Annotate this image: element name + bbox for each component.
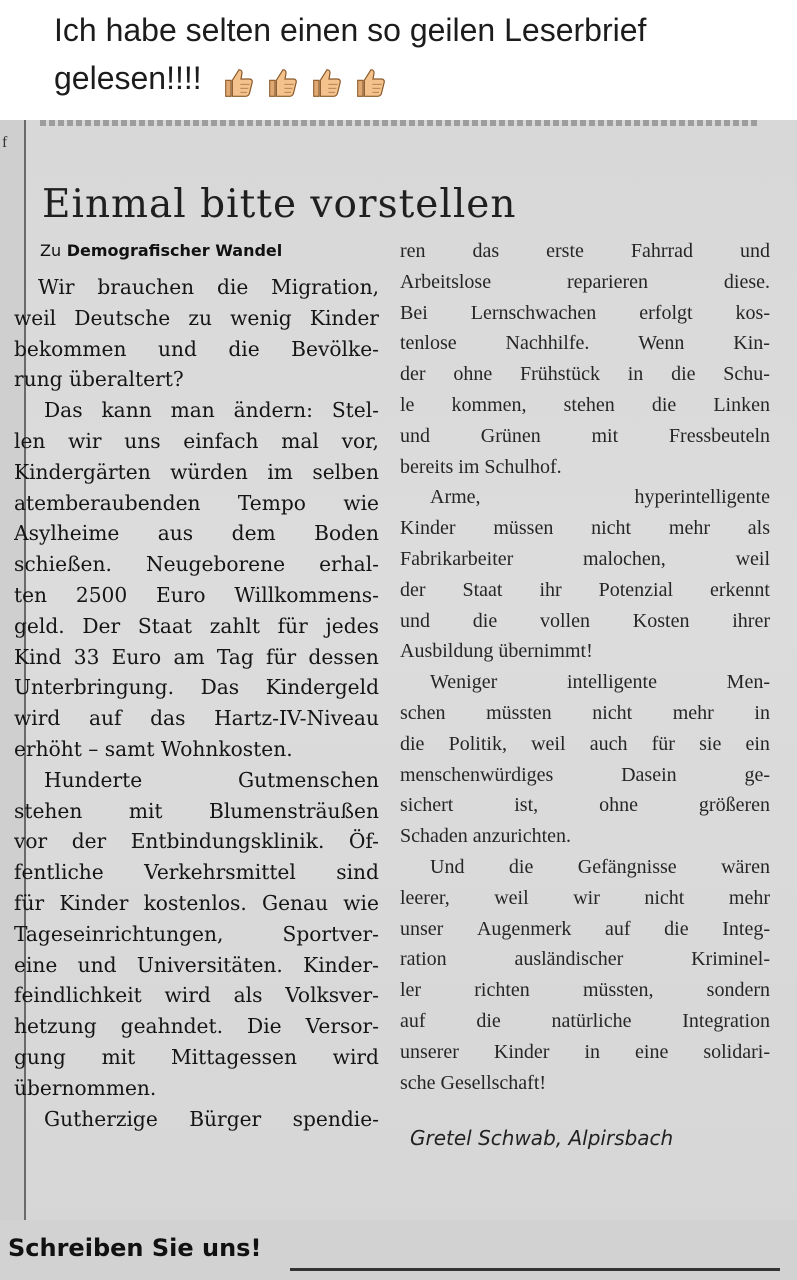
line-word: auf bbox=[88, 706, 122, 731]
line-word: Gutmenschen bbox=[238, 767, 379, 792]
line-word: sie bbox=[699, 732, 722, 755]
line-word: Blumensträußen bbox=[209, 798, 379, 823]
line-word: ihrer bbox=[732, 609, 770, 632]
line-word: kos- bbox=[735, 301, 770, 324]
line-word: Schu- bbox=[723, 363, 770, 386]
left-line bbox=[14, 703, 379, 734]
line-word: Lernschwachen bbox=[470, 301, 597, 324]
left-line bbox=[14, 580, 379, 611]
line-word: sondern bbox=[706, 979, 770, 1002]
line-word: Dasein bbox=[621, 763, 677, 786]
thumbs-up-icon bbox=[309, 67, 345, 99]
line-word: in bbox=[627, 363, 644, 386]
letter-column-right bbox=[400, 236, 770, 1098]
letter-subhead bbox=[14, 236, 379, 272]
line-word: und bbox=[77, 952, 117, 977]
right-line bbox=[400, 452, 770, 483]
line-word: ohne bbox=[599, 794, 638, 817]
line-word: sind bbox=[336, 860, 379, 885]
left-line bbox=[14, 857, 379, 888]
line-word: Mittagessen bbox=[171, 1044, 297, 1069]
line-word: und bbox=[400, 609, 430, 632]
right-line bbox=[400, 729, 770, 760]
line-word: wie bbox=[343, 890, 379, 915]
line-word: die bbox=[664, 917, 689, 940]
line-word: auf bbox=[400, 1009, 426, 1032]
right-line bbox=[400, 760, 770, 791]
left-line bbox=[14, 1073, 379, 1104]
line-word: wären bbox=[721, 855, 770, 878]
line-word: Arbeitslose bbox=[400, 270, 492, 293]
line-word: Versor- bbox=[305, 1014, 379, 1039]
line-word: vor bbox=[14, 829, 48, 854]
line-word: erkennt bbox=[710, 578, 770, 601]
line-word: Das bbox=[200, 675, 240, 700]
line-word: Entbindungsklinik. bbox=[130, 829, 325, 854]
line-word: und bbox=[400, 424, 430, 447]
right-line bbox=[400, 359, 770, 390]
line-word: intelligente bbox=[566, 671, 657, 694]
line-word: wird bbox=[332, 1044, 379, 1069]
line-text: erhöht – samt Wohnkosten. bbox=[14, 736, 293, 761]
right-line bbox=[400, 513, 770, 544]
line-word: Kinder bbox=[400, 517, 456, 540]
line-word: Grünen bbox=[480, 424, 541, 447]
right-line bbox=[400, 636, 770, 667]
line-word: in bbox=[754, 701, 770, 724]
line-word: atemberaubenden bbox=[14, 490, 201, 515]
line-word: im bbox=[267, 459, 293, 484]
line-word: 2500 bbox=[75, 582, 128, 607]
line-word: selben bbox=[312, 459, 379, 484]
right-line bbox=[400, 790, 770, 821]
line-word: und bbox=[157, 336, 197, 361]
right-line bbox=[400, 914, 770, 945]
line-word: auch bbox=[589, 732, 628, 755]
line-word: wenig bbox=[230, 305, 292, 330]
line-word: die bbox=[671, 363, 696, 386]
subhead-topic: Demografischer Wandel bbox=[66, 241, 283, 260]
line-word: Kosten bbox=[632, 609, 690, 632]
thumbs-up-icon bbox=[221, 67, 257, 99]
line-word: Politik, bbox=[448, 732, 507, 755]
line-text: Ausbildung übernimmt! bbox=[400, 640, 593, 663]
line-word: als bbox=[233, 983, 263, 1008]
subhead-prefix: Zu bbox=[40, 241, 62, 260]
right-line bbox=[400, 667, 770, 698]
line-word: stehen bbox=[563, 393, 615, 416]
line-word: mit bbox=[101, 1044, 136, 1069]
line-word: ten bbox=[14, 582, 48, 607]
line-text: Schaden anzurichten. bbox=[400, 825, 572, 848]
line-word: die bbox=[228, 336, 260, 361]
line-word: malochen, bbox=[583, 547, 666, 570]
line-word: Universitäten. bbox=[136, 952, 283, 977]
line-word: unserer bbox=[400, 1040, 459, 1063]
left-line bbox=[14, 426, 379, 457]
line-word: Der bbox=[82, 613, 121, 638]
line-word: solidari- bbox=[703, 1040, 770, 1063]
line-word: menschenwürdiges bbox=[400, 763, 554, 786]
line-word: jedes bbox=[325, 613, 379, 638]
line-word: ausländischer bbox=[514, 948, 624, 971]
line-word: Sportver- bbox=[282, 921, 379, 946]
line-word: erfolgt bbox=[639, 301, 693, 324]
left-line bbox=[14, 980, 379, 1011]
line-word: erste bbox=[546, 240, 584, 262]
right-line bbox=[400, 236, 770, 267]
post-caption bbox=[0, 0, 797, 120]
right-line bbox=[400, 883, 770, 914]
line-word: ge- bbox=[744, 763, 770, 786]
line-word: Gefängnisse bbox=[577, 855, 677, 878]
line-word: für bbox=[651, 732, 675, 755]
right-line bbox=[400, 544, 770, 575]
line-word: Integ- bbox=[722, 917, 770, 940]
line-word: man bbox=[170, 398, 215, 423]
line-word: mal bbox=[281, 428, 319, 453]
line-word: am bbox=[173, 644, 205, 669]
line-text: rung überaltert? bbox=[14, 367, 184, 392]
line-word: bekommen bbox=[14, 336, 127, 361]
line-word: eine bbox=[14, 952, 58, 977]
reaction-emojis bbox=[221, 60, 397, 100]
line-word: Und bbox=[430, 855, 465, 878]
right-line bbox=[400, 1037, 770, 1068]
right-line bbox=[400, 944, 770, 975]
right-line bbox=[400, 1068, 770, 1099]
line-word: Linken bbox=[713, 393, 770, 416]
line-word: diese. bbox=[723, 270, 770, 293]
left-line bbox=[14, 488, 379, 519]
line-text: übernommen. bbox=[14, 1075, 157, 1100]
line-word: Hunderte bbox=[44, 767, 143, 792]
line-word: mehr bbox=[668, 517, 710, 540]
line-word: die bbox=[216, 275, 249, 299]
line-word: mehr bbox=[728, 886, 770, 909]
line-word: Tageseinrichtungen, bbox=[14, 921, 224, 946]
right-line bbox=[400, 852, 770, 883]
right-line bbox=[400, 1006, 770, 1037]
line-word: le bbox=[400, 393, 415, 416]
line-word: kann bbox=[101, 398, 152, 423]
line-word: geld. bbox=[14, 613, 65, 638]
right-line bbox=[400, 298, 770, 329]
left-line bbox=[14, 919, 379, 950]
left-line bbox=[14, 642, 379, 673]
line-word: Augenmerk bbox=[476, 917, 572, 940]
line-word: Boden bbox=[314, 521, 379, 546]
left-line bbox=[14, 272, 379, 303]
left-line bbox=[14, 457, 379, 488]
right-line bbox=[400, 606, 770, 637]
line-word: sichert bbox=[400, 794, 454, 817]
line-word: die bbox=[476, 1009, 501, 1032]
line-word: Weniger bbox=[430, 671, 498, 694]
line-word: Das bbox=[44, 398, 83, 423]
line-word: in bbox=[584, 1040, 600, 1063]
line-word: dessen bbox=[308, 644, 379, 669]
left-line bbox=[14, 364, 379, 395]
line-word: Fahrrad bbox=[630, 240, 694, 262]
line-word: weil bbox=[531, 732, 566, 755]
line-word: dem bbox=[231, 521, 276, 546]
left-line bbox=[14, 796, 379, 827]
line-word: die bbox=[508, 855, 534, 878]
line-word: stehen bbox=[14, 798, 83, 823]
right-line bbox=[400, 421, 770, 452]
right-line bbox=[400, 482, 770, 513]
left-line bbox=[14, 672, 379, 703]
line-word: Integration bbox=[682, 1009, 770, 1032]
line-word: der bbox=[400, 578, 426, 601]
right-line bbox=[400, 328, 770, 359]
line-text: bereits im Schulhof. bbox=[400, 455, 562, 478]
line-word: der bbox=[71, 829, 107, 854]
line-word: Tempo bbox=[237, 490, 306, 515]
line-word: wird bbox=[14, 706, 61, 731]
line-word: Öf- bbox=[348, 829, 379, 854]
line-word: Potenzial bbox=[598, 578, 674, 601]
line-word: leerer, bbox=[400, 886, 450, 909]
line-word: weil bbox=[735, 547, 770, 570]
line-word: Staat bbox=[462, 578, 503, 601]
line-word: weil bbox=[494, 886, 529, 909]
line-word: ein bbox=[745, 732, 770, 755]
line-word: größeren bbox=[698, 794, 770, 817]
edge-letter: f bbox=[2, 134, 8, 151]
line-word: schießen. bbox=[14, 552, 112, 577]
line-word: ihr bbox=[539, 578, 562, 601]
line-word: nicht bbox=[592, 701, 633, 724]
line-word: Wir bbox=[38, 275, 75, 299]
line-word: Stel- bbox=[331, 398, 379, 423]
thumbs-up-icon bbox=[265, 67, 301, 99]
line-word: müssen bbox=[493, 517, 554, 540]
line-word: Bevölke- bbox=[291, 336, 379, 361]
line-word: Kin- bbox=[733, 332, 770, 355]
line-word: Hartz-IV-Niveau bbox=[214, 706, 379, 731]
left-line bbox=[14, 518, 379, 549]
line-word: Kinder bbox=[309, 305, 379, 330]
line-word: kommen, bbox=[451, 393, 527, 416]
left-line bbox=[14, 826, 379, 857]
line-word: ist, bbox=[514, 794, 539, 817]
line-word: Kriminel- bbox=[691, 948, 770, 971]
line-word: für bbox=[14, 890, 45, 915]
right-line bbox=[400, 390, 770, 421]
line-word: Kinder bbox=[493, 1040, 550, 1063]
line-word: 33 bbox=[73, 644, 100, 669]
line-word: müssten bbox=[486, 701, 552, 724]
line-word: vollen bbox=[540, 609, 590, 632]
line-word: auf bbox=[605, 917, 631, 940]
line-word: Asylheime bbox=[14, 521, 120, 546]
line-word: weil bbox=[14, 305, 57, 330]
line-word: ändern: bbox=[233, 398, 313, 423]
thumbs-up-icon bbox=[353, 67, 389, 99]
line-word: Deutsche bbox=[74, 305, 171, 330]
line-word: len bbox=[14, 428, 46, 453]
line-word: eine bbox=[635, 1040, 669, 1063]
line-word: unser bbox=[400, 917, 444, 940]
line-word: richten bbox=[474, 979, 530, 1002]
line-word: das bbox=[472, 240, 500, 262]
line-word: Die bbox=[247, 1014, 282, 1039]
line-word: der bbox=[400, 363, 426, 386]
line-word: Kind bbox=[14, 644, 62, 669]
letter-signature: Gretel Schwab, Alpirsbach bbox=[410, 1126, 674, 1150]
left-line bbox=[14, 765, 379, 796]
line-word: wir bbox=[68, 428, 102, 453]
caption-line-1: Ich habe selten einen so geilen Leserbrief bbox=[54, 12, 647, 48]
line-word: Wenn bbox=[638, 332, 685, 355]
line-word: die bbox=[651, 393, 677, 416]
line-word: Euro bbox=[111, 644, 162, 669]
line-word: vor, bbox=[341, 428, 379, 453]
line-word: Bürger bbox=[189, 1106, 262, 1131]
right-line bbox=[400, 575, 770, 606]
line-word: Unterbringung. bbox=[14, 675, 175, 700]
line-word: die bbox=[472, 609, 498, 632]
line-word: Gutherzige bbox=[44, 1106, 158, 1131]
scan-cut-line bbox=[40, 120, 760, 126]
line-word: Kindergeld bbox=[265, 675, 379, 700]
line-text: sche Gesellschaft! bbox=[400, 1071, 547, 1094]
line-word: fentliche bbox=[14, 860, 104, 885]
line-word: brauchen bbox=[97, 275, 195, 299]
caption-line-2-text: gelesen!!!! bbox=[54, 60, 202, 96]
line-word: hetzung bbox=[14, 1014, 97, 1039]
right-line bbox=[400, 975, 770, 1006]
newspaper-clipping bbox=[0, 120, 797, 1280]
line-word: Bei bbox=[400, 301, 428, 324]
line-word: Kinder- bbox=[303, 952, 379, 977]
left-line bbox=[14, 1011, 379, 1042]
line-word: Volksver- bbox=[285, 983, 379, 1008]
line-word: geahndet. bbox=[120, 1014, 223, 1039]
left-line bbox=[14, 303, 379, 334]
line-word: mit bbox=[591, 424, 619, 447]
left-line bbox=[14, 549, 379, 580]
line-word: natürliche bbox=[551, 1009, 632, 1032]
right-line bbox=[400, 821, 770, 852]
line-word: gung bbox=[14, 1044, 66, 1069]
line-word: Fabrikarbeiter bbox=[400, 547, 514, 570]
left-line bbox=[14, 734, 379, 765]
line-word: ration bbox=[400, 948, 447, 971]
line-word: einfach bbox=[183, 428, 259, 453]
line-word: wie bbox=[343, 490, 379, 515]
line-word: aus bbox=[157, 521, 194, 546]
line-word: würden bbox=[170, 459, 248, 484]
line-word: nicht bbox=[644, 886, 685, 909]
line-word: als bbox=[747, 517, 770, 540]
line-word: müssten, bbox=[582, 979, 654, 1002]
line-word: Frühstück bbox=[519, 363, 600, 386]
right-line bbox=[400, 698, 770, 729]
line-word: hyperintelligente bbox=[634, 486, 770, 509]
line-word: nicht bbox=[591, 517, 632, 540]
line-word: das bbox=[150, 706, 186, 731]
line-word: feindlichkeit bbox=[14, 983, 142, 1008]
left-line bbox=[14, 1104, 379, 1135]
line-word: die bbox=[400, 732, 425, 755]
line-word: und bbox=[740, 240, 770, 262]
left-line bbox=[14, 950, 379, 981]
line-word: wir bbox=[573, 886, 600, 909]
line-word: Neugeborene bbox=[145, 552, 286, 577]
letter-headline: Einmal bitte vorstellen bbox=[42, 182, 517, 227]
left-line bbox=[14, 888, 379, 919]
left-line bbox=[14, 395, 379, 426]
line-word: Kindergärten bbox=[14, 459, 151, 484]
line-word: für bbox=[277, 613, 308, 638]
line-word: kostenlos. bbox=[143, 890, 247, 915]
line-word: für bbox=[266, 644, 297, 669]
line-word: Migration, bbox=[271, 275, 379, 299]
line-word: Nachhilfe. bbox=[505, 332, 590, 355]
line-word: ler bbox=[400, 979, 422, 1002]
line-word: uns bbox=[124, 428, 161, 453]
section-footer bbox=[0, 1220, 797, 1280]
left-line bbox=[14, 1042, 379, 1073]
line-word: schen bbox=[400, 701, 446, 724]
section-footer-title: Schreiben Sie uns! bbox=[8, 1234, 262, 1262]
line-word: reparieren bbox=[566, 270, 649, 293]
footer-rule bbox=[290, 1268, 780, 1271]
line-word: spendie- bbox=[292, 1106, 379, 1131]
line-word: Fressbeuteln bbox=[668, 424, 770, 447]
line-word: Kinder bbox=[59, 890, 129, 915]
line-word: wird bbox=[164, 983, 211, 1008]
line-word: Euro bbox=[156, 582, 206, 607]
line-word: ohne bbox=[453, 363, 493, 386]
line-word: tenlose bbox=[400, 332, 457, 355]
left-line bbox=[14, 611, 379, 642]
line-word: Men- bbox=[726, 671, 770, 694]
right-line bbox=[400, 267, 770, 298]
line-word: mit bbox=[128, 798, 163, 823]
line-word: zu bbox=[188, 305, 212, 330]
line-word: zahlt bbox=[209, 613, 260, 638]
letter-column-left bbox=[14, 236, 379, 1134]
line-word: erhal- bbox=[319, 552, 379, 577]
line-word: Arme, bbox=[430, 486, 481, 509]
line-word: ren bbox=[400, 240, 426, 262]
line-word: Verkehrsmittel bbox=[144, 860, 296, 885]
line-word: Staat bbox=[137, 613, 193, 638]
caption-line-2 bbox=[54, 58, 397, 100]
line-word: Willkommens- bbox=[234, 582, 379, 607]
line-word: Tag bbox=[216, 644, 254, 669]
left-line bbox=[14, 334, 379, 365]
line-word: Genau bbox=[261, 890, 329, 915]
line-word: mehr bbox=[672, 701, 714, 724]
